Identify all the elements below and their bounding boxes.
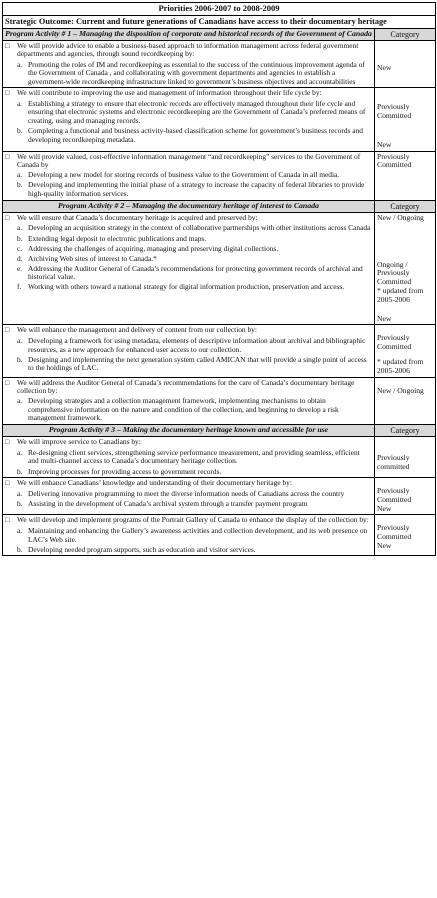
- category-cell: [375, 40, 436, 87]
- sub-item: [17, 283, 372, 292]
- sub-item: [17, 468, 372, 477]
- priorities-table: [2, 2, 436, 556]
- priority-statement: We will improve service to Canadians by:: [17, 437, 141, 447]
- sub-item-text: Archiving Web sites of interest to Canada.*: [28, 253, 157, 263]
- category-value: New: [377, 541, 392, 551]
- checkbox-bullet-icon: □: [5, 378, 10, 387]
- sub-item-letter: a.: [17, 447, 23, 457]
- sub-item-text: Developing a framework for using metadata, elements of descriptive information about archival and bibliographic resources, as a new approach for enhanced user access to our collection.: [28, 336, 366, 354]
- priority-statement-row: [5, 479, 372, 488]
- sub-item-letter: f.: [17, 282, 22, 292]
- category-cell: [375, 437, 436, 478]
- category-value: Previously committed: [377, 453, 410, 472]
- sub-item-letter: b.: [17, 126, 23, 136]
- sub-item-text: Working with others toward a national strategy for digital information production, preservation and access.: [28, 282, 345, 292]
- category-value: New / Ongoing: [377, 385, 424, 395]
- sub-item-text: Re-designing client services, strengthening service performance measurement, and providing seamless, efficient and multi-channel access to Canada’s documentary heritage collection.: [28, 447, 360, 466]
- table-title: Priorities 2006-2007 to 2008-2009: [3, 3, 436, 16]
- sub-item: [17, 356, 372, 373]
- priority-cell: [3, 88, 375, 151]
- category-value: Previously Committed: [377, 486, 412, 504]
- sub-item-letter: a.: [17, 223, 23, 233]
- sub-item-letter: d.: [17, 253, 23, 263]
- category-cell: [375, 515, 436, 556]
- sub-item-letter: a.: [17, 59, 23, 69]
- category-value: New: [377, 313, 392, 323]
- category-value: Previously Committed: [377, 333, 412, 352]
- sub-item-text: Designing and implementing the next generation system called AMICAN that will provide a single point of access to the holdings of LAC.: [28, 354, 367, 373]
- priority-row: [3, 151, 436, 200]
- sub-item-letter: a.: [17, 336, 23, 346]
- priority-statement-row: [5, 516, 372, 525]
- sub-item-letter: b.: [17, 233, 23, 243]
- sub-item: [17, 171, 372, 180]
- sub-item: [17, 224, 372, 233]
- priority-cell: [3, 437, 375, 478]
- priority-statement: We will provide valued, cost-effective information management “and recordkeeping” services to the Government of Canada by: [17, 151, 361, 170]
- category-value: New / Ongoing: [377, 212, 424, 222]
- priority-row: [3, 40, 436, 87]
- category-cell: [375, 151, 436, 200]
- sub-item-text: Maintaining and enhancing the Gallery’s awareness activities and collection development, and its web presence on LAC’s Web site.: [28, 526, 368, 544]
- sub-item-text: Improving processes for providing access to government records.: [28, 466, 222, 476]
- category-value: Previously Committed: [377, 102, 412, 121]
- priority-cell: [3, 40, 375, 87]
- sub-item-text: Extending legal deposit to electronic publications and maps.: [28, 233, 207, 243]
- category-header: Category: [375, 200, 436, 212]
- category-cell: [375, 478, 436, 515]
- program-activity-title: Program Activity # 1 – Managing the disposition of corporate and historical records of the Government of Canada: [3, 28, 375, 40]
- priority-statement: We will enhance the management and delivery of content from our collection by:: [17, 325, 257, 335]
- sub-item: [17, 527, 372, 544]
- category-header: Category: [375, 28, 436, 40]
- priority-row: [3, 437, 436, 478]
- sub-item-text: Developing a new model for storing records of business value to the Government of Canada in all media.: [28, 170, 340, 180]
- priority-statement: We will ensure that Canada’s documentary heritage is acquired and preserved by:: [17, 212, 258, 222]
- sub-item-letter: a.: [17, 526, 23, 536]
- sub-item-text: Developing an acquisition strategy in the context of collaborative partnerships with other institutions across Canada: [28, 223, 371, 233]
- sub-item-letter: b.: [17, 498, 23, 508]
- sub-item-text: Developing strategies and a collection management framework, implementing mechanisms to obtain comprehensive information on the nature and condition of the collection, and beginning to develop a risk management framework.: [28, 396, 339, 423]
- checkbox-bullet-icon: □: [5, 41, 10, 50]
- checkbox-bullet-icon: □: [5, 152, 10, 161]
- priority-cell: [3, 478, 375, 515]
- sub-item: [17, 265, 372, 282]
- sub-item: [17, 127, 372, 144]
- program-activity-header-row: [3, 28, 436, 40]
- priority-row: [3, 478, 436, 515]
- category-cell: [375, 88, 436, 151]
- checkbox-bullet-icon: □: [5, 438, 10, 447]
- sub-item: [17, 100, 372, 126]
- priority-statement: We will contribute to improving the use and management of information throughout their life cycle by:: [17, 88, 322, 98]
- program-activity-header-row: [3, 200, 436, 212]
- program-activity-title: Program Activity # 2 – Managing the documentary heritage of interest to Canada: [3, 200, 375, 212]
- priority-statement-row: [5, 326, 372, 335]
- sub-item-letter: e.: [17, 263, 23, 273]
- priority-row: [3, 515, 436, 556]
- category-value: * updated from 2005-2006: [377, 357, 424, 375]
- priority-statement-row: [5, 153, 372, 170]
- sub-item-text: Developing and implementing the initial phase of a strategy to increase the capacity of federal libraries to provide high-quality information services.: [28, 180, 365, 198]
- priority-row: [3, 212, 436, 325]
- sub-item: [17, 490, 372, 499]
- sub-item-letter: a.: [17, 98, 23, 108]
- sub-item-text: Addressing the Auditor General of Canada’s recommendations for protecting government records of archival and historical value.: [28, 263, 363, 282]
- priority-cell: [3, 515, 375, 556]
- sub-item-letter: b.: [17, 544, 23, 554]
- priority-statement-row: [5, 438, 372, 447]
- category-value: Previously Committed: [377, 523, 412, 542]
- sub-item: [17, 61, 372, 87]
- category-cell: [375, 212, 436, 325]
- sub-item-letter: c.: [17, 243, 23, 253]
- priority-cell: [3, 212, 375, 325]
- sub-item: [17, 337, 372, 354]
- priority-statement: We will provide advice to enable a business-based approach to information management across federal government departments and agencies, through sound recordkeeping by:: [17, 40, 359, 59]
- category-cell: [375, 377, 436, 424]
- priority-row: [3, 325, 436, 377]
- sub-item: [17, 181, 372, 198]
- category-header: Category: [375, 425, 436, 437]
- category-value: New: [377, 503, 392, 513]
- priorities-document: [2, 2, 435, 556]
- sub-item: [17, 245, 372, 254]
- checkbox-bullet-icon: □: [5, 516, 10, 525]
- checkbox-bullet-icon: □: [5, 89, 10, 98]
- category-value: New: [377, 62, 392, 72]
- category-cell: [375, 325, 436, 377]
- sub-item: [17, 546, 372, 555]
- sub-item-text: Completing a functional and business activity-based classification scheme for government’s business records and developing recordkeeping metadata.: [28, 126, 363, 144]
- sub-item-text: Promoting the roles of IM and recordkeeping as essential to the success of the continuous improvement agenda of the Government of Canada , and collaborating with government departments and agencies to establish a government-wide recordkeeping infrastructure linked to government’s business objectives and accountabilities: [28, 59, 365, 86]
- sub-item: [17, 449, 372, 466]
- sub-item: [17, 500, 372, 509]
- category-value: * updated from 2005-2006: [377, 286, 424, 304]
- priority-row: [3, 377, 436, 424]
- priority-statement-row: [5, 214, 372, 223]
- program-activity-title: Program Activity # 3 – Making the documentary heritage known and accessible for use: [3, 425, 375, 437]
- sub-item-letter: b.: [17, 466, 23, 476]
- priority-statement-row: [5, 379, 372, 396]
- sub-item-text: Delivering innovative programming to meet the diverse information needs of Canadians across the country: [28, 488, 345, 498]
- sub-item: [17, 235, 372, 244]
- sub-item-letter: b.: [17, 354, 23, 364]
- checkbox-bullet-icon: □: [5, 326, 10, 335]
- sub-item-text: Developing needed program supports, such as education and visitor services.: [28, 544, 256, 554]
- sub-item-text: Addressing the challenges of acquiring, managing and preserving digital collections.: [28, 243, 279, 253]
- sub-item-text: Assisting in the development of Canada’s archival system through a transfer payment program: [28, 498, 308, 508]
- checkbox-bullet-icon: □: [5, 479, 10, 488]
- priority-row: [3, 88, 436, 151]
- category-value: New: [377, 139, 392, 149]
- strategic-outcome: Strategic Outcome: Current and future generations of Canadians have access to their documentary heritage: [3, 15, 436, 28]
- priority-cell: [3, 151, 375, 200]
- checkbox-bullet-icon: □: [5, 213, 10, 222]
- priority-statement-row: [5, 42, 372, 59]
- priority-statement: We will address the Auditor General of Canada’s recommendations for the care of Canada’s documentary heritage collection by:: [17, 377, 355, 396]
- sub-item-letter: a.: [17, 396, 23, 406]
- priority-cell: [3, 377, 375, 424]
- sub-item-letter: a.: [17, 488, 23, 498]
- sub-item-letter: a.: [17, 170, 23, 180]
- sub-item: [17, 397, 372, 423]
- category-value: Previously Committed: [377, 151, 412, 170]
- program-activity-header-row: [3, 425, 436, 437]
- sub-item: [17, 255, 372, 264]
- sub-item-text: Establishing a strategy to ensure that electronic records are effectively managed throughout their life cycle and ensuring that electronic systems and electronic recordkeeping are the Government of Canada’s preferred means of creating, using and managing records.: [28, 98, 366, 126]
- priority-statement: We will develop and implement programs of the Portrait Gallery of Canada to enhance the display of the collection by:: [17, 515, 369, 525]
- priority-statement-row: [5, 89, 372, 98]
- category-value: Ongoing / Previously Committed: [377, 259, 412, 287]
- priority-statement: We will enhance Canadians’ knowledge and understanding of their documentary heritage by:: [17, 478, 292, 488]
- sub-item-letter: b.: [17, 180, 23, 190]
- priority-cell: [3, 325, 375, 377]
